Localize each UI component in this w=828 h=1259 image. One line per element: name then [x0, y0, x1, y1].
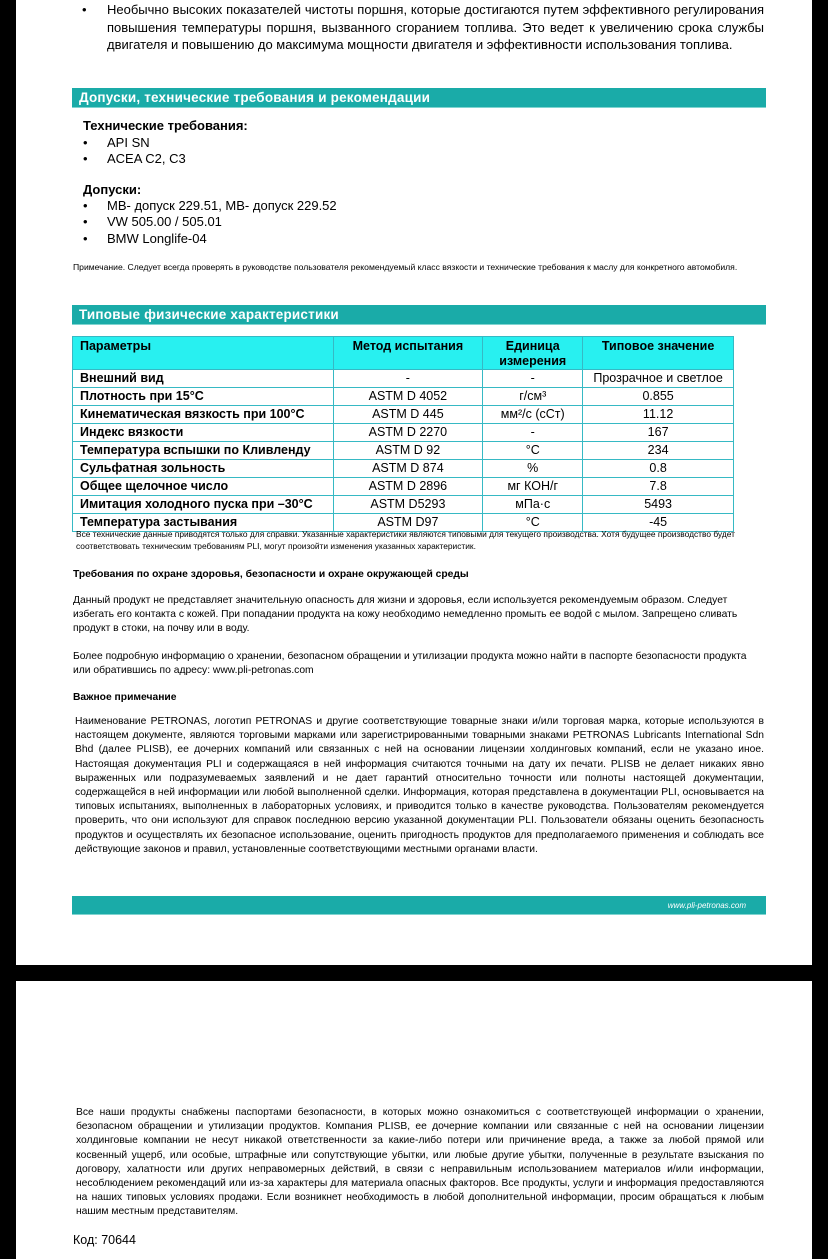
- cell-unit: г/см³: [483, 388, 583, 406]
- cell-unit: мг КОН/г: [483, 478, 583, 496]
- cell-method: ASTM D 4052: [333, 388, 483, 406]
- cell-parameter: Температура вспышки по Кливленду: [73, 442, 334, 460]
- list-item: • VW 505.00 / 505.01: [83, 214, 222, 229]
- safety-heading: Требования по охране здоровья, безопасности и охране окружающей среды: [73, 569, 469, 580]
- list-item: • MB- допуск 229.51, MB- допуск 229.52: [83, 198, 337, 213]
- tech-requirements-heading: Технические требования:: [83, 118, 248, 133]
- header-typical-value: Типовое значение: [583, 337, 734, 370]
- cell-parameter: Индекс вязкости: [73, 424, 334, 442]
- header-parameters: Параметры: [73, 337, 334, 370]
- safety-paragraph-1: Данный продукт не представляет значительную опасность для жизни и здоровья, если используется рекомендуемым образом. Следует избегать его контакта с кожей. При попадании продукта на кожу необходимо немедленно промыть ее водой с мылом. Запрещено сливать продукт в стоки, на почву или в воду.: [73, 595, 738, 634]
- section-bar-approvals: [72, 88, 766, 108]
- section-title-approvals: Допуски, технические требования и рекомендации: [79, 90, 431, 105]
- intro-bullet-text: Необычно высоких показателей чистоты поршня, которые достигаются путем эффективного регулирования повышения температуры поршня, вызванного сгоранием топлива. Это ведет к увеличению срока службы двигателя и повышению до максимума мощности двигателя и эффективности использования топлива.: [107, 2, 764, 52]
- cell-value: 167: [583, 424, 734, 442]
- cell-unit: °C: [483, 442, 583, 460]
- cell-parameter: Имитация холодного пуска при –30°C: [73, 496, 334, 514]
- cell-value: -45: [583, 514, 734, 532]
- cell-method: ASTM D 92: [333, 442, 483, 460]
- cell-unit: %: [483, 460, 583, 478]
- cell-value: Прозрачное и светлое: [583, 370, 734, 388]
- footer-bar: [72, 896, 766, 915]
- product-code: Код: 70644: [73, 1233, 136, 1247]
- header-method: Метод испытания: [333, 337, 483, 370]
- cell-unit: -: [483, 424, 583, 442]
- cell-value: 7.8: [583, 478, 734, 496]
- disclaimer-text: Все наши продукты снабжены паспортами безопасности, в которых можно ознакомиться с соответствующей информации о хранении, безопасном обращении и утилизации продуктов. Компания PLISB, ее дочерние компании или связанные с ней на основании лицензии холдинговые компании не несут никакой ответственности за какие-либо потери или причинение вреда, а также за любой прямой или косвенный ущерб, или особые, штрафные или сопутствующие убытки, или любые другие убытки, полученные в результате взыскания по договору, халатности или других неправомерных действий, в связи с неправильным использованием материалов и/или информации, несоблюдением рекомендаций или из-за характеры для материала опасных факторов. Все продукты, услуги и информация предоставляются на наших типовых условиях продажи. Если возникнет необходимость в любой дополнительной информации, просим обращаться к любым нашим местным представителям.: [76, 1107, 764, 1218]
- cell-method: ASTM D97: [333, 514, 483, 532]
- section-title-physical: Типовые физические характеристики: [79, 307, 339, 322]
- important-heading: Важное примечание: [73, 692, 177, 703]
- cell-parameter: Плотность при 15°C: [73, 388, 334, 406]
- list-item: • ACEA C2, C3: [83, 151, 186, 166]
- cell-parameter: Температура застывания: [73, 514, 334, 532]
- cell-parameter: Внешний вид: [73, 370, 334, 388]
- list-item: • BMW Longlife-04: [83, 231, 207, 246]
- safety-paragraph-2: Более подробную информацию о хранении, безопасном обращении и утилизации продукта можно найти в паспорте безопасности продукта или обратившись по адресу: www.pli-petronas.com: [73, 651, 747, 676]
- document-page-1: [16, 0, 812, 965]
- table-row: [73, 406, 734, 424]
- table-row: [73, 388, 734, 406]
- section-bar-physical: [72, 305, 766, 325]
- important-text: Наименование PETRONAS, логотип PETRONAS и другие соответствующие товарные знаки и/или торговая марка, которые используются в настоящем документе, являются торговыми марками или зарегистрированными товарными знаками PETRONAS Lubricants International Sdn Bhd (далее PLISB), ее дочерних компаний или связанных с ней на основании лицензии холдинговых компаний, если не указано иное. Настоящая документация PLI и содержащаяся в ней информация считаются точными на дату их печати. PLISB не делает никаких явно выраженных или подразумеваемых заявлений и не дает гарантий относительно точности или полноты настоящей документации, содержащейся в ней информации или любой выполненной сделки. Информация, которая представлена в документации PLI, основывается на типовых испытаниях, выполненных в лабораторных условиях, и приводится только в качестве руководства. Пользователям рекомендуется проверить, что они используют для справок последнюю версию указанной документации PLI. Пользователи обязаны оценить безопасность продуктов и осуществлять их безопасное использование, оценить пригодность продуктов для предполагаемого применения и соблюдать все действующие законов и правил, установленные соответствующими местными органами власти.: [75, 716, 764, 855]
- table-footnote: Все технические данные приводятся только для справки. Указанные характеристики являются типовыми для текущего производства. Хотя будущее производство будет соответствовать техническим требованиям PLI, могут произойти изменения указанных характеристик.: [76, 529, 735, 551]
- cell-unit: °C: [483, 514, 583, 532]
- cell-method: ASTM D 445: [333, 406, 483, 424]
- cell-method: ASTM D5293: [333, 496, 483, 514]
- header-unit: Единица измерения: [483, 337, 583, 370]
- cell-unit: -: [483, 370, 583, 388]
- cell-value: 0.855: [583, 388, 734, 406]
- footer-url: www.pli-petronas.com: [667, 901, 746, 910]
- intro-bullet: [82, 1, 764, 54]
- cell-unit: мПа·с: [483, 496, 583, 514]
- approvals-heading: Допуски:: [83, 182, 142, 197]
- cell-value: 234: [583, 442, 734, 460]
- table-row: [73, 370, 734, 388]
- table-row: [73, 460, 734, 478]
- cell-value: 5493: [583, 496, 734, 514]
- cell-parameter: Кинематическая вязкость при 100°C: [73, 406, 334, 424]
- table-row: [73, 478, 734, 496]
- table-row: [73, 442, 734, 460]
- table-row: [73, 424, 734, 442]
- viscosity-note: Примечание. Следует всегда проверять в руководстве пользователя рекомендуемый класс вязкости и технические требования к маслу для конкретного автомобиля.: [73, 262, 738, 272]
- cell-method: ASTM D 874: [333, 460, 483, 478]
- cell-value: 0.8: [583, 460, 734, 478]
- bullet-dot: •: [82, 2, 87, 17]
- document-page-2: [16, 981, 812, 1259]
- cell-method: ASTM D 2896: [333, 478, 483, 496]
- cell-unit: мм²/с (сСт): [483, 406, 583, 424]
- cell-value: 11.12: [583, 406, 734, 424]
- list-item: • API SN: [83, 135, 150, 150]
- table-header-row: [73, 337, 734, 370]
- cell-method: ASTM D 2270: [333, 424, 483, 442]
- cell-parameter: Сульфатная зольность: [73, 460, 334, 478]
- table-row: [73, 496, 734, 514]
- cell-parameter: Общее щелочное число: [73, 478, 334, 496]
- properties-table: [72, 336, 734, 532]
- cell-method: -: [333, 370, 483, 388]
